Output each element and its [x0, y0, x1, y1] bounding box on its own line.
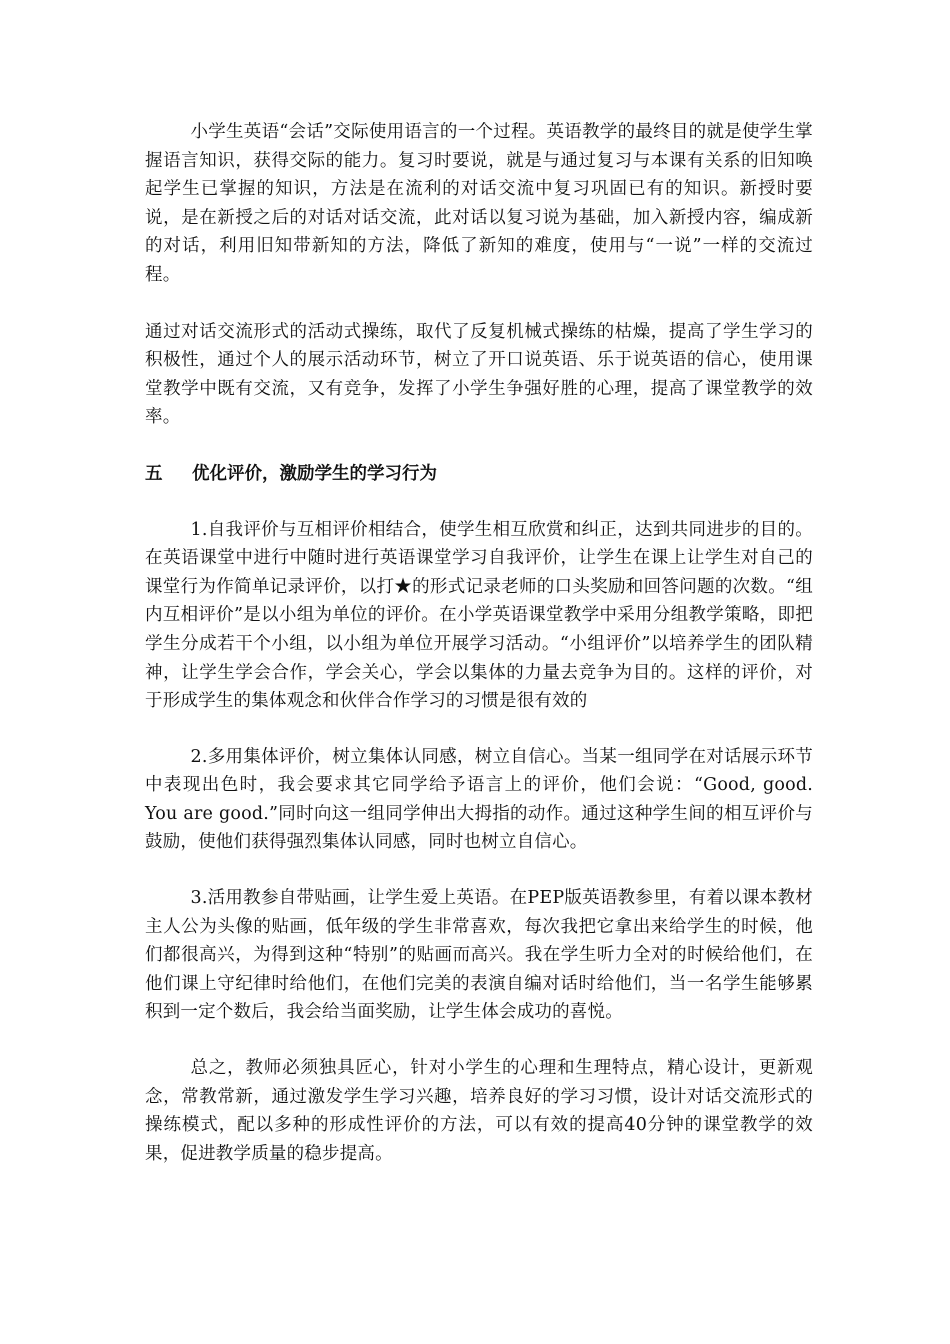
section-number: 五	[145, 463, 163, 484]
section-heading	[145, 460, 813, 489]
paragraph-conclusion: 总之，教师必须独具匠心，针对小学生的心理和生理特点，精心设计，更新观念，常教常新，通过激发学生学习兴趣，培养良好的学习习惯，设计对话交流形式的操练模式，配以多种的形成性评价的方法，可以有效的提高40分钟的课堂教学的效果，促进教学质量的稳步提高。	[145, 1058, 813, 1164]
paragraph-stickers: 3.活用教参自带贴画，让学生爱上英语。在PEP版英语教参里，有着以课本教材主人公为头像的贴画，低年级的学生非常喜欢，每次我把它拿出来给学生的时候，他们都很高兴，为得到这种“特别”的贴画而高兴。我在学生听力全对的时候给他们，在他们课上守纪律时给他们，在他们完美的表演自编对话时给他们，当一名学生能够累积到一定个数后，我会给当面奖励，让学生体会成功的喜悦。	[145, 888, 813, 1023]
section-title: 优化评价，激励学生的学习行为	[192, 463, 437, 484]
paragraph-self-evaluation: 1.自我评价与互相评价相结合，使学生相互欣赏和纠正，达到共同进步的目的。在英语课堂中进行中随时进行英语课堂学习自我评价，让学生在课上让学生对自己的课堂行为作简单记录评价，以打★的形式记录老师的口头奖励和回答问题的次数。“组内互相评价”是以小组为单位的评价。在小学英语课堂教学中采用分组教学策略，即把学生分成若干个小组，以小组为单位开展学习活动。“小组评价”以培养学生的团队精神，让学生学会合作，学会关心，学会以集体的力量去竞争为目的。这样的评价，对于形成学生的集体观念和伙伴合作学习的习惯是很有效的	[145, 519, 813, 712]
paragraph-speaking-process: 小学生英语“会话”交际使用语言的一个过程。英语教学的最终目的就是使学生掌握语言知识，获得交际的能力。复习时要说，就是与通过复习与本课有关系的旧知唤起学生已掌握的知识，方法是在流利的对话交流中复习巩固已有的知识。新授时要说，是在新授之后的对话对话交流，此对话以复习说为基础，加入新授内容，编成新的对话，利用旧知带新知的方法，降低了新知的难度，使用与“一说”一样的交流过程。	[145, 122, 813, 285]
paragraph-group-evaluation: 2.多用集体评价，树立集体认同感，树立自信心。当某一组同学在对话展示环节中表现出色时，我会要求其它同学给予语言上的评价，他们会说：“Good, good. You are good.”同时向这一组同学伸出大拇指的动作。通过这种学生间的相互评价与鼓励，使他们获得强烈集体认同感，同时也树立自信心。	[145, 746, 813, 853]
document-page	[145, 118, 813, 1168]
paragraph-dialogue-practice: 通过对话交流形式的活动式操练，取代了反复机械式操练的枯燥，提高了学生学习的积极性，通过个人的展示活动环节，树立了开口说英语、乐于说英语的信心，使用课堂教学中既有交流，又有竞争，发挥了小学生争强好胜的心理，提高了课堂教学的效率。	[145, 321, 813, 428]
